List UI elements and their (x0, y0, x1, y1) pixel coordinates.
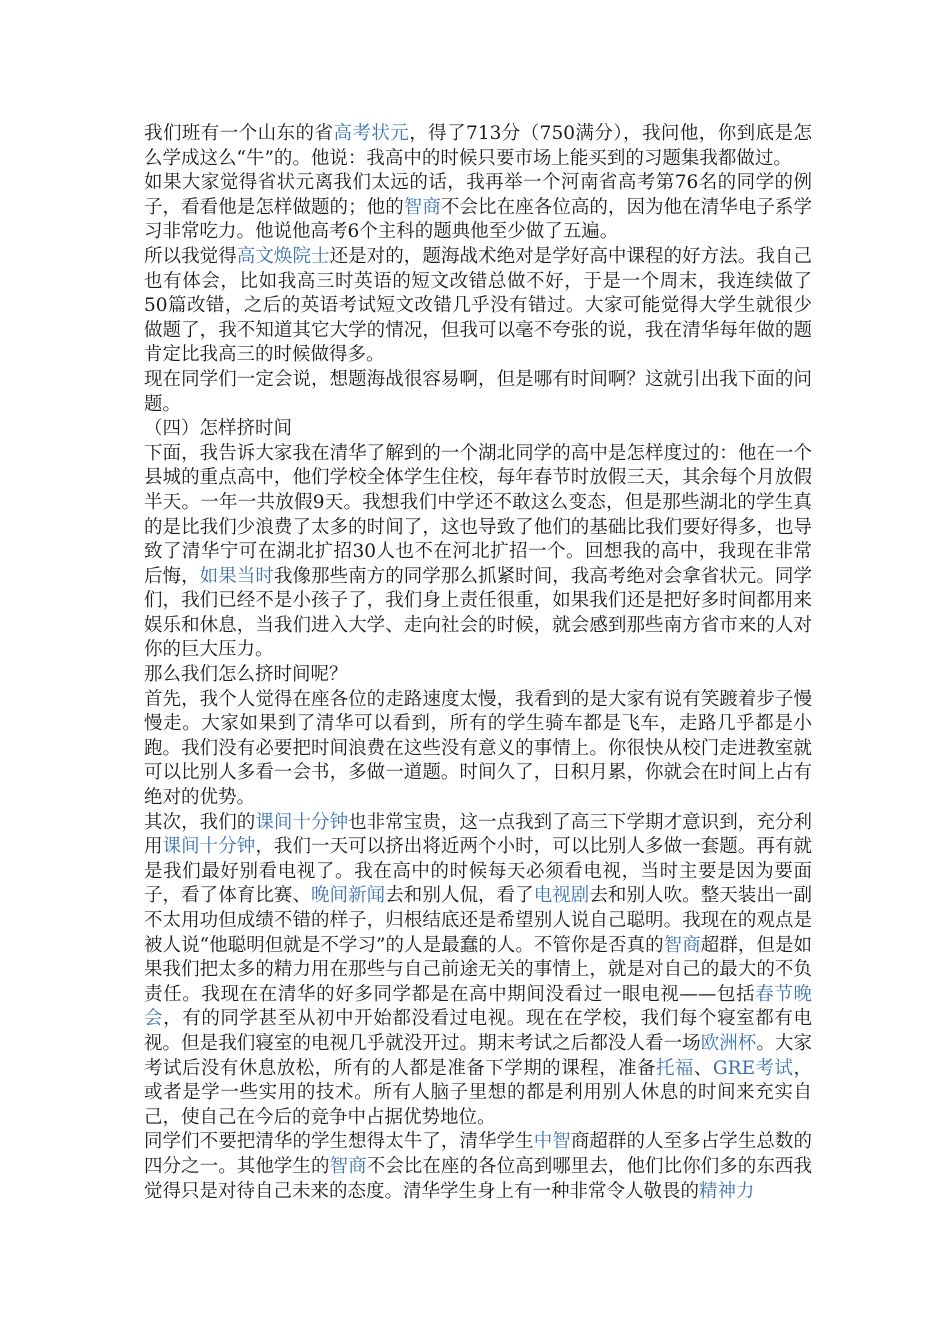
link-zhishang[interactable]: 智商 (329, 1155, 367, 1177)
text-run: 不会比在座的各位高到哪里去，他们比你们多的东西我觉得只是对待自己未来的态度。清华学生身上有一种非常令人敬畏的 (144, 1155, 812, 1202)
paragraph (144, 688, 812, 811)
link-gao-wenhuan[interactable]: 高文焕院士 (236, 245, 330, 267)
text-run: 也非常宝贵，这一点我到了高三下学期才意识到，充分利用 (144, 811, 812, 858)
text-run: 那么我们怎么挤时间呢？ (144, 664, 348, 686)
text-run: ，有的同学甚至从初中开始都没看过电视。现在在学校，我们每个寝室都有电视。但是我们寝室的电视几乎就没开过。期末考试之后都没人看一场 (144, 1008, 812, 1054)
text-run: 去和别人吹。整天装出一副不太用功但成绩不错的样子，归根结底还是希望别人说自己聪明。我现在的观点是被人说“他聪明但就是不学习”的人是最蠢的人。不管你是否真的 (144, 885, 812, 956)
paragraph (144, 122, 812, 171)
section-heading (144, 417, 812, 442)
text-run: 其次，我们的 (144, 811, 256, 833)
text-run: 商超群的人至多占学生总数的四分之一。其他学生的 (144, 1131, 812, 1177)
text-run: 现在同学们一定会说，想题海战很容易啊，但是哪有时间啊？这就引出我下面的问题。 (144, 368, 812, 415)
link-zhishang[interactable]: 智商 (663, 934, 701, 956)
text-run: 首先，我个人觉得在座各位的走路速度太慢，我看到的是大家有说有笑踱着步子慢慢走。大家如果到了清华可以看到，所有的学生骑车都是飞车，走路几乎都是小跑。我们没有必要把时间浪费在这些没有意义的事情上。你很快从校门走进教室就可以比别人多看一会书，多做一道题。时间久了，日积月累，你就会在时间上占有绝对的优势。 (144, 688, 812, 809)
text-run: 我们班有一个山东的省 (144, 123, 334, 144)
text-run: 下面，我告诉大家我在清华了解到的一个湖北同学的高中是怎样度过的：他在一个县城的重点高中，他们学校全体学生住校，每年春节时放假三天，其余每个月放假半天。一年一共放假9天。我想我们中学还不敢这么变态，但是那些湖北的学生真的是比我们少浪费了太多的时间了，这也导致了他们的基础比我们要好得多，也导致了清华宁可在湖北扩招30人也不在河北扩招一个。回想我的高中，我现在非常后悔， (144, 442, 812, 587)
text-run: 不会比在座各位高的，因为他在清华电子系学习非常吃力。他说他高考6个主科的题典他至少做了五遍。 (144, 196, 812, 243)
text-run: ，或者是学一些实用的技术。所有人脑子里想的都是利用别人休息的时间来充实自己，使自己在今后的竞争中占据优势地位。 (144, 1057, 812, 1128)
paragraph (144, 245, 812, 368)
link-dianshiju[interactable]: 电视剧 (533, 885, 590, 907)
paragraph (144, 442, 812, 663)
link-zhongzhi[interactable]: 中智 (533, 1131, 571, 1153)
paragraph (144, 811, 812, 1131)
paragraph (144, 1130, 812, 1204)
link-zhishang[interactable]: 智商 (403, 196, 441, 218)
text-run: 如果大家觉得省状元离我们太远的话，我再举一个河南省高考第76名的同学的例子，看看他是怎样做题的；他的 (144, 172, 812, 218)
text-run: （四）怎样挤时间 (144, 418, 293, 440)
paragraph (144, 368, 812, 417)
link-gre-kaoshi[interactable]: GRE考试 (712, 1057, 794, 1079)
text-run: 超群，但是如果我们把太多的精力用在那些与自己前途无关的事情上，就是对自己的最大的不负责任。我现在在清华的好多同学都是在高中期间没看过一眼电视——包括 (144, 934, 812, 1005)
text-run: ，我们一天可以挤出将近两个小时，可以比别人多做一套题。再有就是我们最好别看电视了。我在高中的时候每天必须看电视，当时主要是因为要面子，看了体育比赛、 (144, 836, 812, 907)
paragraph (144, 171, 812, 245)
paragraph (144, 663, 812, 688)
document-page (144, 122, 812, 1204)
link-jingshenli[interactable]: 精神力 (699, 1180, 755, 1202)
link-ruguo-dangshi[interactable]: 如果当时 (199, 565, 274, 587)
link-wanjian-xinwen[interactable]: 晚间新闻 (311, 885, 386, 907)
link-kejian-shifenzhong[interactable]: 课间十分钟 (162, 836, 256, 858)
text-run: 所以我觉得 (144, 245, 237, 267)
link-gaokao-zhuangyuan[interactable]: 高考状元 (333, 123, 410, 144)
link-kejian-shifenzhong[interactable]: 课间十分钟 (255, 811, 349, 833)
text-run: 。大家考试后没有休息放松，所有的人都是准备下学期的课程，准备 (144, 1032, 812, 1079)
text-run: 我像那些南方的同学那么抓紧时间，我高考绝对会拿省状元。同学们，我们已经不是小孩子了，我们身上责任很重，如果我们还是把好多时间都用来娱乐和休息，当我们进入大学、走向社会的时候，就会感到那些南方省市来的人对你的巨大压力。 (144, 565, 812, 661)
text-run: 还是对的，题海战术绝对是学好高中课程的好方法。我自己也有体会，比如我高三时英语的短文改错总做不好，于是一个周末，我连续做了50篇改错，之后的英语考试短文改错几乎没有错过。大家可能觉得大学生就很少做题了，我不知道其它大学的情况，但我可以毫不夸张的说，我在清华每年做的题肯定比我高三的时候做得多。 (144, 245, 812, 366)
link-ouzhoubei[interactable]: 欧洲杯 (700, 1032, 757, 1054)
text-run: 同学们不要把清华的学生想得太牛了，清华学生 (144, 1131, 534, 1153)
text-run: 去和别人侃，看了 (385, 885, 534, 907)
link-chunjie-wanhui[interactable]: 春节晚会 (144, 983, 812, 1030)
link-tuofu[interactable]: 托福 (655, 1057, 694, 1079)
text-run: 、 (693, 1057, 713, 1079)
text-run: ，得了713分（750满分），我问他，你到底是怎么学成这么“牛”的。他说：我高中的时候只要市场上能买到的习题集我都做过。 (144, 123, 812, 169)
